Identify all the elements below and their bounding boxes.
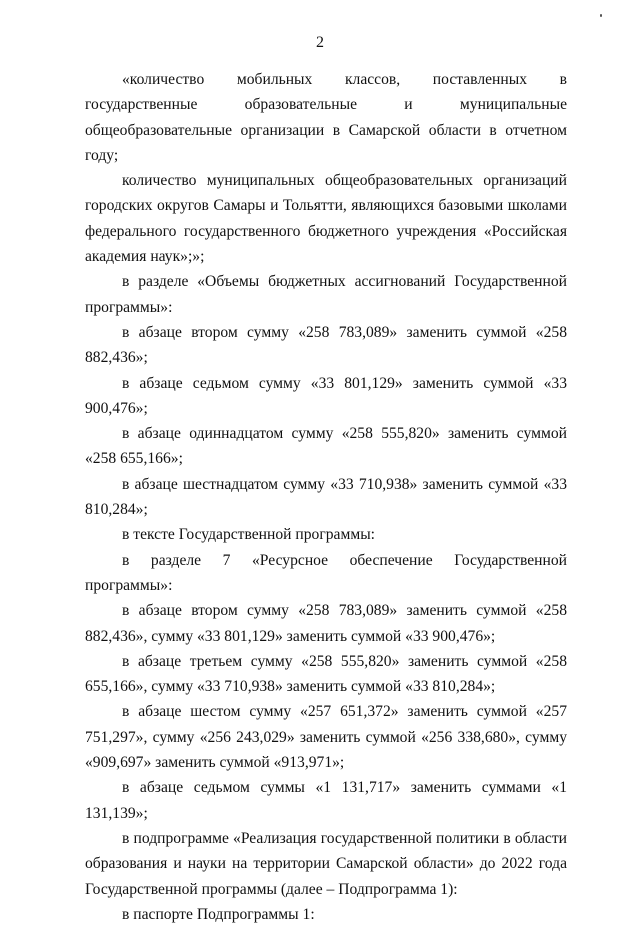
page-number: 2 bbox=[316, 34, 324, 51]
paragraph-subprogram-1: в подпрограмме «Реализация государственной политики в области образования и науки на территории Самарской области» до 2022 года Государственной программы (далее – Подпрограмма 1): bbox=[85, 829, 567, 898]
scan-speck bbox=[600, 14, 602, 17]
paragraph-mobile-classes: «количество мобильных классов, поставленных в государственные образовательные и муниципальные общеобразовательные организации в Самарской области в отчетном году; bbox=[85, 71, 567, 164]
paragraph-amendment: в абзаце втором сумму «258 783,089» заменить суммой «258 882,436»; bbox=[85, 323, 567, 367]
paragraph-amendment: в абзаце одиннадцатом сумму «258 555,820» заменить суммой «258 655,166»; bbox=[85, 425, 567, 468]
paragraph-amendment: в абзаце седьмом сумму «33 801,129» заменить суммой «33 900,476»; bbox=[85, 374, 567, 417]
paragraph-amendment: в абзаце шестнадцатом сумму «33 710,938» заменить суммой «33 810,284»; bbox=[85, 475, 567, 519]
paragraph-base-schools: количество муниципальных общеобразовательных организаций городских округов Самары и Тольятти, являющихся базовыми школами федерального государственного бюджетного учреждения «Российская академия наук»;»; bbox=[85, 172, 567, 266]
document-body bbox=[85, 67, 567, 927]
paragraph-amendment: в абзаце втором сумму «258 783,089» заменить суммой «258 882,436», сумму «33 801,129» заменить суммой «33 900,476»; bbox=[85, 602, 567, 645]
paragraph-budget-section: в разделе «Объемы бюджетных ассигнований Государственной программы»: bbox=[85, 273, 567, 316]
paragraph-program-text: в тексте Государственной программы: bbox=[122, 526, 376, 544]
paragraph-subprogram-passport: в паспорте Подпрограммы 1: bbox=[122, 905, 315, 923]
paragraph-amendment: в абзаце шестом сумму «257 651,372» заменить суммой «257 751,297», сумму «256 243,029» заменить суммой «256 338,680», сумму «909,697» заменить суммой «913,971»; bbox=[85, 703, 567, 772]
paragraph-section-7: в разделе 7 «Ресурсное обеспечение Государственной программы»: bbox=[85, 551, 567, 594]
paragraph-amendment: в абзаце седьмом суммы «1 131,717» заменить суммами «1 131,139»; bbox=[85, 779, 567, 822]
paragraph-amendment: в абзаце третьем сумму «258 555,820» заменить суммой «258 655,166», сумму «33 710,938» заменить суммой «33 810,284»; bbox=[85, 652, 567, 696]
